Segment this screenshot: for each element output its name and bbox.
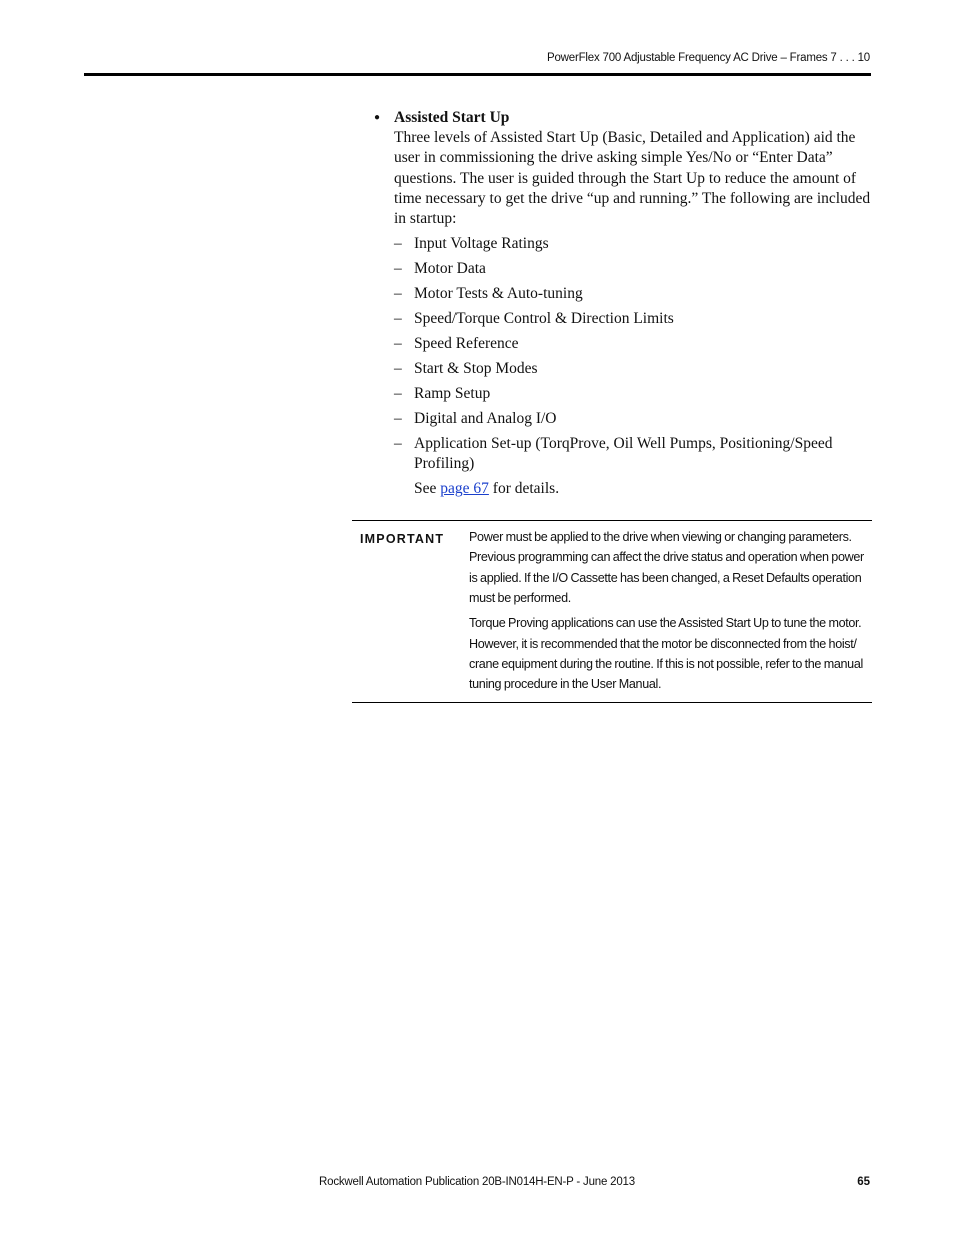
see-prefix: See <box>414 480 437 498</box>
list-item <box>394 434 873 474</box>
list-item-text: Ramp Setup <box>414 385 491 403</box>
bullet-item-assisted-start-up <box>373 108 873 500</box>
dash-icon: – <box>394 310 402 328</box>
list-item-text: Motor Data <box>414 260 486 278</box>
list-item <box>394 259 873 279</box>
important-label: IMPORTANT <box>360 532 445 546</box>
important-paragraph: Torque Proving applications can use the Assisted Start Up to tune the motor. However, it is recommended that the motor be disconnected from the hoist/ crane equipment during the routine. If this is not possible, refer to the manual tuning procedure in the User Manual. <box>469 616 863 692</box>
list-item-text: Speed Reference <box>414 335 519 353</box>
dash-icon: – <box>394 235 402 253</box>
dash-icon: – <box>394 385 402 403</box>
dash-icon: – <box>394 360 402 378</box>
list-item-text: Speed/Torque Control & Direction Limits <box>414 310 674 328</box>
important-paragraph: Power must be applied to the drive when viewing or changing parameters. Previous programming can affect the drive status and operation when power is applied. If the I/O Cassette has been changed, a Reset Defaults operation must be performed. <box>469 530 864 606</box>
page-number: 65 <box>857 1176 870 1188</box>
header-rule <box>84 73 871 76</box>
list-item <box>394 384 873 404</box>
list-item-text: Application Set-up (TorqProve, Oil Well Pumps, Positioning/Speed Profiling) <box>414 435 833 473</box>
dash-icon: – <box>394 335 402 353</box>
list-item <box>394 234 873 254</box>
list-item <box>394 334 873 354</box>
bullet-description: Three levels of Assisted Start Up (Basic, Detailed and Application) aid the user in commissioning the drive asking simple Yes/No or “Enter Data” questions. The user is guided through the Start Up to reduce the amount of time necessary to get the drive “up and running.” The following are included in startup: <box>394 129 871 228</box>
startup-items-list <box>394 234 873 474</box>
list-item-text: Digital and Analog I/O <box>414 410 557 428</box>
see-reference <box>414 479 873 499</box>
list-item-text: Input Voltage Ratings <box>414 235 549 253</box>
main-content <box>373 108 873 500</box>
bullet-title: Assisted Start Up <box>394 109 510 126</box>
dash-icon: – <box>394 435 402 453</box>
list-item <box>394 359 873 379</box>
important-body <box>469 527 872 695</box>
page-link[interactable]: page 67 <box>440 480 489 498</box>
list-item <box>394 284 873 304</box>
see-suffix: for details. <box>492 480 560 498</box>
running-header: PowerFlex 700 Adjustable Frequency AC Drive – Frames 7 . . . 10 <box>547 52 870 64</box>
dash-icon: – <box>394 260 402 278</box>
dash-icon: – <box>394 285 402 303</box>
list-item-text: Motor Tests & Auto-tuning <box>414 285 583 303</box>
important-notice <box>352 520 872 703</box>
footer-publication: Rockwell Automation Publication 20B-IN014H-EN-P - June 2013 <box>319 1176 635 1188</box>
list-item <box>394 309 873 329</box>
bullet-body <box>394 108 873 500</box>
bullet-icon: ● <box>374 112 381 123</box>
dash-icon: – <box>394 410 402 428</box>
list-item <box>394 409 873 429</box>
list-item-text: Start & Stop Modes <box>414 360 538 378</box>
